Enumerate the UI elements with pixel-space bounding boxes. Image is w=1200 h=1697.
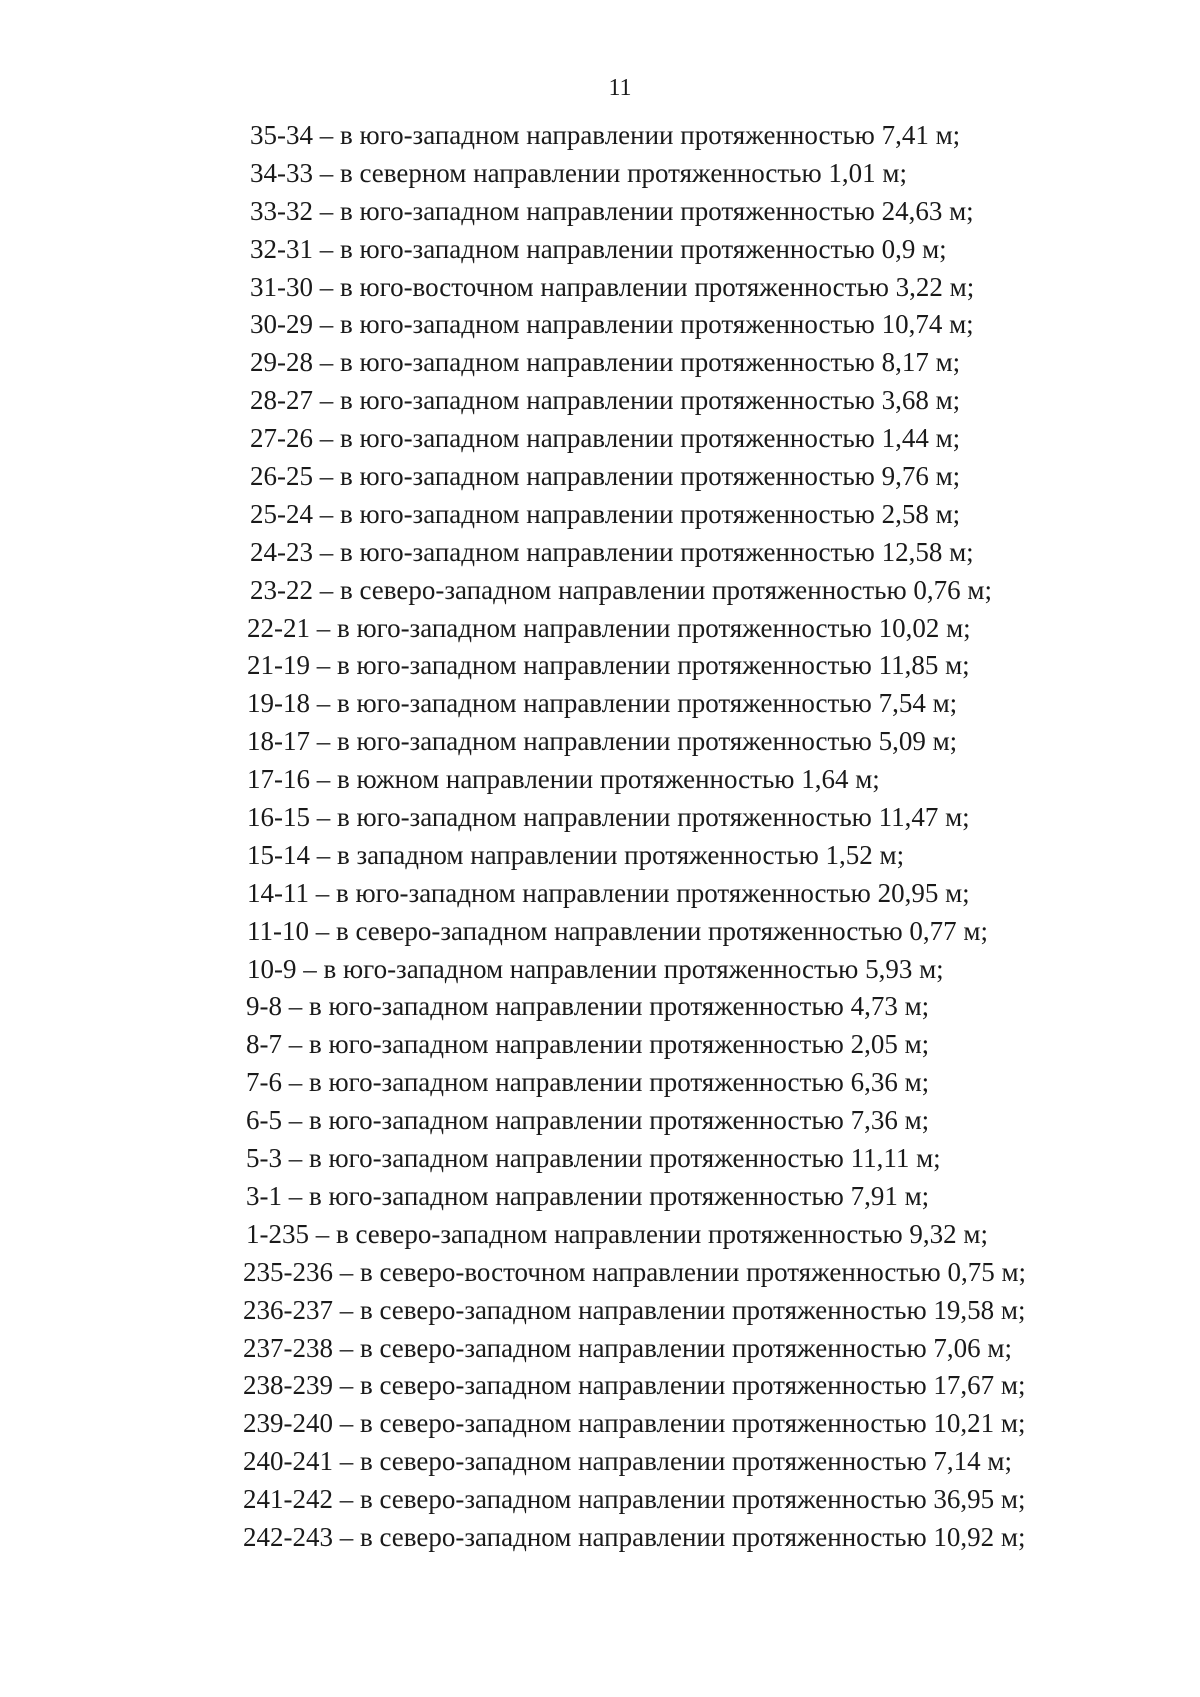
boundary-segment-line: 5-3 – в юго-западном направлении протяженностью 11,11 м; <box>246 1143 941 1174</box>
boundary-segment-line: 24-23 – в юго-западном направлении протяженностью 12,58 м; <box>250 536 974 567</box>
boundary-segment-line: 11-10 – в северо-западном направлении протяженностью 0,77 м; <box>247 915 988 946</box>
boundary-segment-line: 242-243 – в северо-западном направлении протяженностью 10,92 м; <box>243 1521 1026 1552</box>
boundary-segment-line: 3-1 – в юго-западном направлении протяженностью 7,91 м; <box>246 1180 930 1211</box>
boundary-segment-line: 15-14 – в западном направлении протяженностью 1,52 м; <box>247 839 905 870</box>
boundary-segment-line: 9-8 – в юго-западном направлении протяженностью 4,73 м; <box>246 991 930 1022</box>
boundary-segment-line: 30-29 – в юго-западном направлении протяженностью 10,74 м; <box>250 309 974 340</box>
boundary-segment-line: 235-236 – в северо-восточном направлении протяженностью 0,75 м; <box>243 1256 1027 1287</box>
boundary-segment-line: 237-238 – в северо-западном направлении протяженностью 7,06 м; <box>243 1332 1012 1363</box>
boundary-segment-line: 23-22 – в северо-западном направлении протяженностью 0,76 м; <box>250 574 992 605</box>
boundary-segment-line: 34-33 – в северном направлении протяженностью 1,01 м; <box>250 157 908 188</box>
boundary-segment-line: 18-17 – в юго-западном направлении протяженностью 5,09 м; <box>247 726 958 757</box>
boundary-segment-line: 29-28 – в юго-западном направлении протяженностью 8,17 м; <box>250 347 961 378</box>
boundary-segment-line: 35-34 – в юго-западном направлении протяженностью 7,41 м; <box>250 120 961 150</box>
boundary-segment-line: 7-6 – в юго-западном направлении протяженностью 6,36 м; <box>246 1067 930 1098</box>
boundary-segment-line: 240-241 – в северо-западном направлении протяженностью 7,14 м; <box>243 1446 1012 1477</box>
page-number: 11 <box>608 75 632 101</box>
boundary-segment-line: 28-27 – в юго-западном направлении протяженностью 3,68 м; <box>250 385 961 416</box>
boundary-segment-line: 236-237 – в северо-западном направлении протяженностью 19,58 м; <box>243 1294 1026 1325</box>
boundary-segment-list <box>0 117 1200 1557</box>
boundary-segment-line: 32-31 – в юго-западном направлении протяженностью 0,9 м; <box>250 233 947 264</box>
boundary-segment-line: 31-30 – в юго-восточном направлении протяженностью 3,22 м; <box>250 271 975 302</box>
boundary-segment-line: 17-16 – в южном направлении протяженностью 1,64 м; <box>247 764 880 795</box>
boundary-segment-line: 33-32 – в юго-западном направлении протяженностью 24,63 м; <box>250 195 974 226</box>
boundary-segment-line: 25-24 – в юго-западном направлении протяженностью 2,58 м; <box>250 498 961 529</box>
boundary-segment-line: 6-5 – в юго-западном направлении протяженностью 7,36 м; <box>246 1105 930 1136</box>
boundary-segment-line: 22-21 – в юго-западном направлении протяженностью 10,02 м; <box>247 612 971 643</box>
boundary-segment-line: 16-15 – в юго-западном направлении протяженностью 11,47 м; <box>247 802 970 833</box>
boundary-segment-line: 241-242 – в северо-западном направлении протяженностью 36,95 м; <box>243 1484 1026 1515</box>
boundary-segment-line: 26-25 – в юго-западном направлении протяженностью 9,76 м; <box>250 461 961 492</box>
boundary-segment-line: 21-19 – в юго-западном направлении протяженностью 11,85 м; <box>247 650 970 681</box>
boundary-segment-line: 10-9 – в юго-западном направлении протяженностью 5,93 м; <box>247 953 944 984</box>
boundary-segment-line: 238-239 – в северо-западном направлении протяженностью 17,67 м; <box>243 1370 1026 1401</box>
boundary-segment-line: 19-18 – в юго-западном направлении протяженностью 7,54 м; <box>247 688 958 719</box>
boundary-segment-line: 8-7 – в юго-западном направлении протяженностью 2,05 м; <box>246 1029 930 1060</box>
boundary-segment-line: 1-235 – в северо-западном направлении протяженностью 9,32 м; <box>246 1218 988 1249</box>
boundary-segment-line: 27-26 – в юго-западном направлении протяженностью 1,44 м; <box>250 423 961 454</box>
boundary-segment-line: 239-240 – в северо-западном направлении протяженностью 10,21 м; <box>243 1408 1026 1439</box>
boundary-segment-line: 14-11 – в юго-западном направлении протяженностью 20,95 м; <box>247 877 970 908</box>
